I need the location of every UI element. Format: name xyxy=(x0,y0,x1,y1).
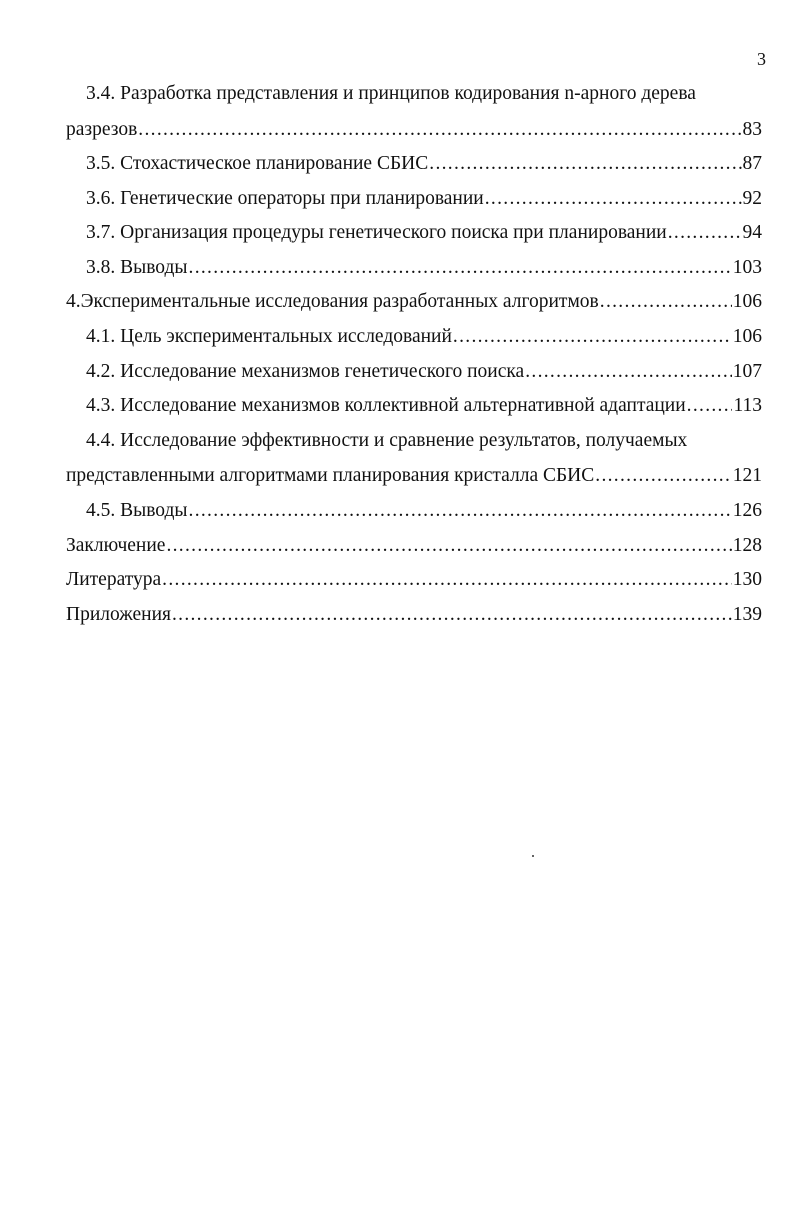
scan-speck xyxy=(532,855,534,857)
toc-entry-3-4-cont xyxy=(66,115,762,150)
toc-entry-page: 139 xyxy=(732,603,762,625)
toc-leader-dots xyxy=(600,287,732,317)
toc-entry-title: 3.7. Организация процедуры генетического поиска при планировании xyxy=(86,222,667,244)
toc-entry-4-3 xyxy=(66,391,762,426)
toc-leader-dots xyxy=(453,322,732,352)
toc-entry-page: 121 xyxy=(732,465,762,487)
table-of-contents xyxy=(66,79,762,634)
toc-entry-title: разрезов xyxy=(66,118,138,140)
toc-entry-title: 3.6. Генетические операторы при планировании xyxy=(86,187,484,209)
toc-leader-dots xyxy=(162,565,732,595)
toc-entry-page: 103 xyxy=(732,256,762,278)
toc-entry-page: 130 xyxy=(732,569,762,591)
toc-entry-page: 94 xyxy=(742,222,762,244)
toc-entry-3-4 xyxy=(66,79,762,115)
toc-entry-title: 3.4. Разработка представления и принципов кодирования n-арного дерева xyxy=(86,83,696,104)
toc-leader-dots xyxy=(189,253,732,283)
toc-leader-dots xyxy=(189,496,732,526)
toc-entry-title: 4.4. Исследование эффективности и сравнение результатов, получаемых xyxy=(86,429,688,451)
toc-leader-dots xyxy=(668,218,742,248)
toc-entry-page: 87 xyxy=(742,153,762,175)
toc-entry-title: 4.Экспериментальные исследования разработанных алгоритмов xyxy=(66,291,599,313)
toc-entry-page: 126 xyxy=(732,499,762,521)
toc-entry-4-2 xyxy=(66,357,762,392)
toc-entry-title: 4.2. Исследование механизмов генетического поиска xyxy=(86,360,525,382)
toc-entry-page: 128 xyxy=(732,534,762,556)
toc-entry-title: Литература xyxy=(66,569,162,591)
toc-entry-4-4 xyxy=(66,426,762,462)
toc-leader-dots xyxy=(429,149,741,179)
toc-entry-page: 113 xyxy=(733,395,762,417)
toc-leader-dots xyxy=(485,184,742,214)
toc-leader-dots xyxy=(138,115,741,145)
toc-entry-literature xyxy=(66,565,762,600)
toc-entry-title: Приложения xyxy=(66,603,171,625)
toc-leader-dots xyxy=(525,357,732,387)
toc-entry-page: 106 xyxy=(732,291,762,313)
toc-entry-title: 4.3. Исследование механизмов коллективной альтернативной адаптации xyxy=(86,395,686,417)
toc-entry-title: 3.5. Стохастическое планирование СБИС xyxy=(86,153,429,175)
toc-entry-title: 4.1. Цель экспериментальных исследований xyxy=(86,326,452,348)
toc-entry-3-6 xyxy=(66,184,762,219)
toc-entry-4 xyxy=(66,287,762,322)
toc-entry-conclusion xyxy=(66,531,762,566)
toc-entry-title: представленными алгоритмами планирования кристалла СБИС xyxy=(66,465,595,487)
toc-entry-title: 3.8. Выводы xyxy=(86,256,188,278)
page-number: 3 xyxy=(757,49,766,69)
toc-entry-page: 92 xyxy=(742,187,762,209)
toc-entry-3-7 xyxy=(66,218,762,253)
toc-leader-dots xyxy=(172,600,732,630)
toc-entry-3-8 xyxy=(66,253,762,288)
toc-entry-appendices xyxy=(66,600,762,635)
toc-leader-dots xyxy=(687,391,733,421)
toc-leader-dots xyxy=(166,531,731,561)
toc-entry-4-1 xyxy=(66,322,762,357)
toc-leader-dots xyxy=(595,461,731,491)
toc-entry-page: 107 xyxy=(732,360,762,382)
toc-entry-page: 106 xyxy=(732,326,762,348)
toc-entry-title: Заключение xyxy=(66,534,166,556)
toc-entry-4-5 xyxy=(66,496,762,531)
toc-entry-page: 83 xyxy=(742,118,762,140)
toc-entry-4-4-cont xyxy=(66,461,762,496)
toc-entry-3-5 xyxy=(66,149,762,184)
toc-entry-title: 4.5. Выводы xyxy=(86,499,188,521)
